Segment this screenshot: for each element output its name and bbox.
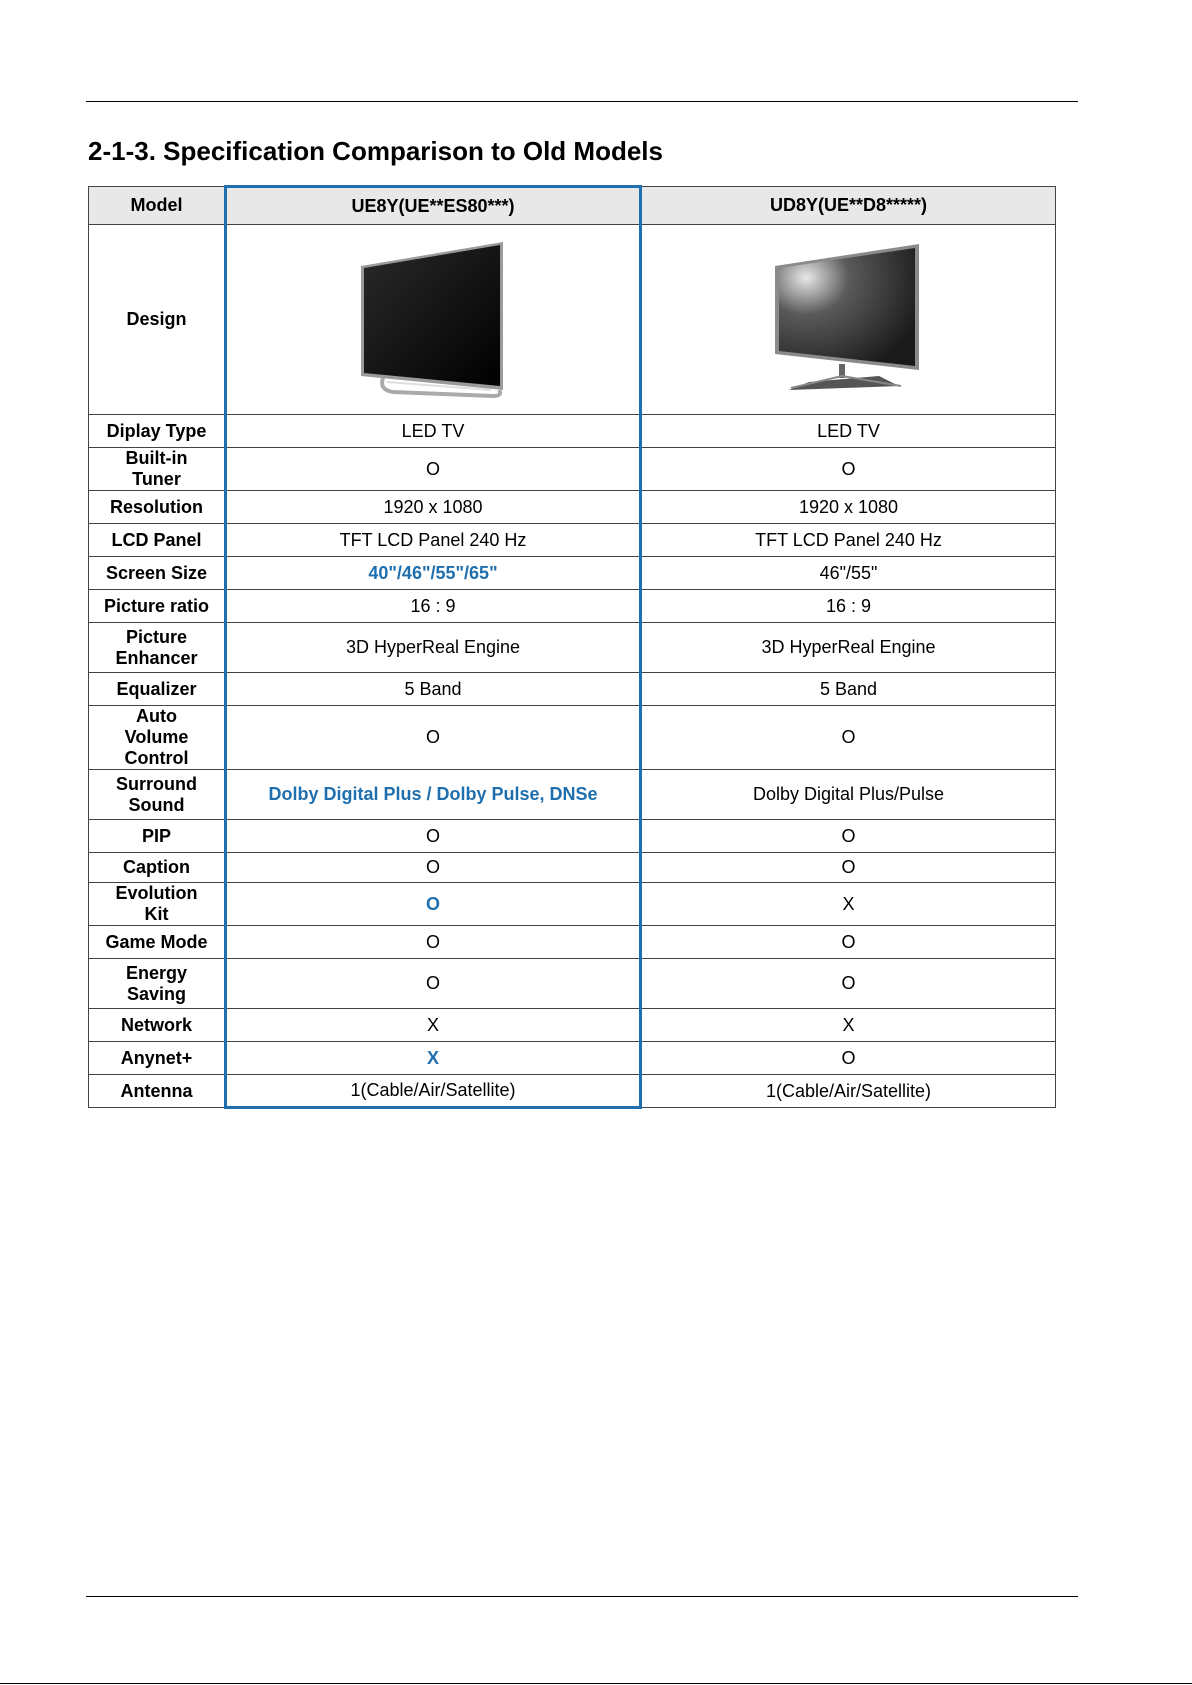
table-row xyxy=(89,491,1056,524)
new-model-value: 3D HyperReal Engine xyxy=(226,623,641,673)
new-model-design xyxy=(226,225,641,415)
spec-label: Built-in Tuner xyxy=(89,448,226,491)
old-model-header: UD8Y(UE**D8*****) xyxy=(641,187,1056,225)
spec-comparison-table xyxy=(88,185,1056,1109)
table-row xyxy=(89,706,1056,770)
old-model-value: 1920 x 1080 xyxy=(641,491,1056,524)
old-model-value: O xyxy=(641,853,1056,883)
new-model-value: O xyxy=(226,706,641,770)
spec-label: LCD Panel xyxy=(89,524,226,557)
spec-label: Resolution xyxy=(89,491,226,524)
new-model-value: 1(Cable/Air/Satellite) xyxy=(226,1075,641,1108)
new-model-value: Dolby Digital Plus / Dolby Pulse, DNSe xyxy=(226,770,641,820)
table-row xyxy=(89,770,1056,820)
spec-label: Evolution Kit xyxy=(89,883,226,926)
table-row xyxy=(89,673,1056,706)
table-row xyxy=(89,1042,1056,1075)
old-model-value: O xyxy=(641,1042,1056,1075)
spec-label: Picture Enhancer xyxy=(89,623,226,673)
new-model-value: O xyxy=(226,926,641,959)
new-model-value: X xyxy=(226,1009,641,1042)
new-model-value: LED TV xyxy=(226,415,641,448)
table-row xyxy=(89,820,1056,853)
new-model-header: UE8Y(UE**ES80***) xyxy=(226,187,641,225)
page-edge-rule xyxy=(0,1683,1192,1684)
tv-es8000-image xyxy=(353,240,513,400)
spec-label: Diplay Type xyxy=(89,415,226,448)
old-model-value: LED TV xyxy=(641,415,1056,448)
old-model-value: Dolby Digital Plus/Pulse xyxy=(641,770,1056,820)
table-row xyxy=(89,959,1056,1009)
old-model-value: 3D HyperReal Engine xyxy=(641,623,1056,673)
new-model-value: 5 Band xyxy=(226,673,641,706)
old-model-value: TFT LCD Panel 240 Hz xyxy=(641,524,1056,557)
spec-label: Picture ratio xyxy=(89,590,226,623)
spec-label: Network xyxy=(89,1009,226,1042)
design-row xyxy=(89,225,1056,415)
table-row xyxy=(89,557,1056,590)
tv-d8000-image xyxy=(769,240,929,400)
design-label: Design xyxy=(89,225,226,415)
table-row xyxy=(89,1009,1056,1042)
old-model-value: O xyxy=(641,448,1056,491)
old-model-value: 16 : 9 xyxy=(641,590,1056,623)
old-model-value: 1(Cable/Air/Satellite) xyxy=(641,1075,1056,1108)
table-row xyxy=(89,524,1056,557)
table-row xyxy=(89,448,1056,491)
new-model-value: 1920 x 1080 xyxy=(226,491,641,524)
table-row xyxy=(89,926,1056,959)
spec-label: Antenna xyxy=(89,1075,226,1108)
table-row xyxy=(89,853,1056,883)
new-model-value: X xyxy=(226,1042,641,1075)
spec-label: Energy Saving xyxy=(89,959,226,1009)
table-header-row xyxy=(89,187,1056,225)
old-model-value: X xyxy=(641,883,1056,926)
old-model-value: O xyxy=(641,959,1056,1009)
table-row xyxy=(89,415,1056,448)
spec-label: PIP xyxy=(89,820,226,853)
new-model-value: O xyxy=(226,883,641,926)
new-model-value: O xyxy=(226,853,641,883)
spec-label: Equalizer xyxy=(89,673,226,706)
new-model-value: O xyxy=(226,448,641,491)
new-model-value: 16 : 9 xyxy=(226,590,641,623)
spec-label: Screen Size xyxy=(89,557,226,590)
table-row xyxy=(89,623,1056,673)
old-model-value: 46"/55" xyxy=(641,557,1056,590)
old-model-value: O xyxy=(641,820,1056,853)
old-model-value: O xyxy=(641,926,1056,959)
old-model-design xyxy=(641,225,1056,415)
old-model-value: O xyxy=(641,706,1056,770)
table-row xyxy=(89,590,1056,623)
table-row xyxy=(89,883,1056,926)
spec-label: Game Mode xyxy=(89,926,226,959)
spec-label: Auto Volume Control xyxy=(89,706,226,770)
page-title: 2-1-3. Specification Comparison to Old Models xyxy=(88,136,663,166)
spec-label: Surround Sound xyxy=(89,770,226,820)
new-model-value: 40"/46"/55"/65" xyxy=(226,557,641,590)
spec-label: Anynet+ xyxy=(89,1042,226,1075)
footer-rule xyxy=(86,1596,1078,1597)
old-model-value: 5 Band xyxy=(641,673,1056,706)
new-model-value: O xyxy=(226,820,641,853)
table-row xyxy=(89,1075,1056,1108)
new-model-value: TFT LCD Panel 240 Hz xyxy=(226,524,641,557)
old-model-value: X xyxy=(641,1009,1056,1042)
model-header: Model xyxy=(89,187,226,225)
header-rule xyxy=(86,101,1078,102)
spec-label: Caption xyxy=(89,853,226,883)
new-model-value: O xyxy=(226,959,641,1009)
